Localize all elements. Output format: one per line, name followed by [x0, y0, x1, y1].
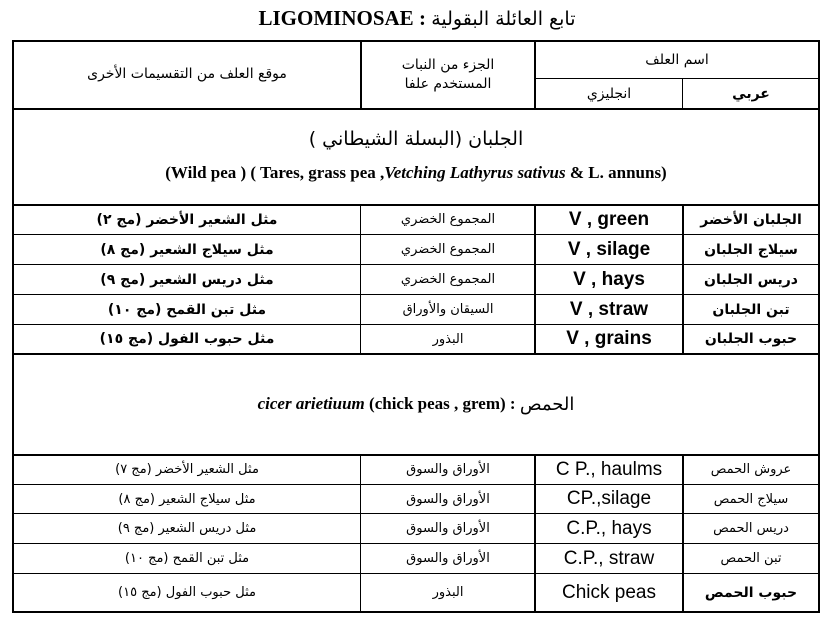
- s2-row1-arabic: سيلاج الحمص: [713, 491, 789, 507]
- s1-row3-english: V , straw: [569, 298, 649, 320]
- section1-title-en-a: (Wild pea ) ( Tares, grass pea ,: [165, 163, 385, 182]
- s1-row1-arabic: سيلاج الجلبان: [704, 241, 798, 258]
- s2-row4-part: البذور: [432, 585, 464, 600]
- section2-title: [14, 388, 818, 420]
- s1-row1-part: المجموع الخضري: [400, 242, 496, 257]
- s1-row0-arabic: الجلبان الأخضر: [700, 211, 802, 228]
- section1-title-arabic: الجلبان (البسلة الشيطاني ): [308, 128, 524, 150]
- s1-row1-english: V , silage: [567, 238, 651, 260]
- header-english: انجليزي: [586, 86, 632, 102]
- s2-row3-arabic: تبن الحمص: [720, 551, 782, 566]
- s2-row0-position: مثل الشعير الأخضر (مج ٧): [115, 462, 259, 477]
- s1-row4-arabic: حبوب الجلبان: [704, 331, 798, 347]
- section1-title-en-b: Vetching Lathyrus sativus: [384, 163, 566, 182]
- section1-title-en-c: & L. annuns): [565, 163, 667, 182]
- s1-row2-part: المجموع الخضري: [400, 272, 496, 287]
- s1-row2-english: V , hays: [573, 268, 645, 290]
- s2-row0-english: C P., haulms: [555, 458, 663, 480]
- s2-row1-position: مثل سيلاج الشعير (مج ٨): [118, 491, 256, 507]
- s1-row2-position: مثل دريس الشعير (مج ٩): [100, 271, 274, 288]
- header-plant-part: [362, 42, 534, 106]
- s2-row3-english: C.P., straw: [563, 547, 655, 569]
- s1-row2-arabic: دريس الجلبان: [704, 271, 798, 288]
- s2-row3-part: الأوراق والسوق: [406, 551, 490, 566]
- s2-row2-arabic: دريس الحمص: [713, 521, 789, 536]
- s2-row0-part: الأوراق والسوق: [406, 462, 490, 477]
- s1-row1-position: مثل سيلاج الشعير (مج ٨): [100, 241, 274, 258]
- header-forage-name: اسم العلف: [645, 52, 709, 68]
- title-arabic: تابع العائلة البقولية: [431, 8, 576, 30]
- s1-row4-part: البذور: [432, 331, 464, 347]
- s2-row2-part: الأوراق والسوق: [406, 521, 490, 536]
- title-english: LIGOMINOSAE: [258, 6, 414, 30]
- section2-title-en-a: cicer arietiuum: [257, 394, 365, 413]
- s2-row1-part: الأوراق والسوق: [406, 491, 490, 507]
- s1-row0-position: مثل الشعير الأخضر (مج ٢): [96, 211, 278, 228]
- s2-row4-english: Chick peas: [562, 581, 656, 603]
- s2-row3-position: مثل تبن القمح (مج ١٠): [124, 551, 250, 566]
- s2-row4-arabic: حبوب الحمص: [704, 584, 798, 601]
- s1-row3-part: السيقان والأوراق: [402, 302, 494, 317]
- header-arabic: عربي: [732, 86, 770, 102]
- section1-title-english: [14, 158, 818, 188]
- header-position: موقع العلف من التقسيمات الأخرى: [87, 66, 287, 82]
- s2-row4-position: مثل حبوب الفول (مج ١٥): [118, 585, 256, 600]
- section2-title-en-b: (chick peas , grem) :: [364, 394, 520, 413]
- s1-row0-english: V , green: [568, 208, 650, 230]
- forage-table: [12, 40, 820, 613]
- s2-row0-arabic: عروش الحمص: [710, 462, 792, 477]
- s1-row3-position: مثل تبن القمح (مج ١٠): [107, 301, 267, 318]
- s1-row4-english: V , grains: [566, 328, 652, 349]
- header-plant-part-line1: الجزء من النبات: [401, 56, 495, 73]
- s2-row1-english: CP.,silage: [566, 488, 652, 509]
- s1-row4-position: مثل حبوب الفول (مج ١٥): [99, 331, 275, 347]
- s2-row2-english: C.P., hays: [566, 517, 652, 539]
- s1-row3-arabic: تبن الجلبان: [712, 301, 790, 318]
- header-plant-part-line2: المستخدم علفا: [404, 75, 492, 92]
- s2-row2-position: مثل دريس الشعير (مج ٩): [117, 521, 257, 536]
- title-colon: :: [413, 6, 432, 30]
- section2-title-arabic: الحمص: [519, 393, 575, 415]
- page-title: [0, 6, 834, 31]
- s1-row0-part: المجموع الخضري: [400, 212, 496, 227]
